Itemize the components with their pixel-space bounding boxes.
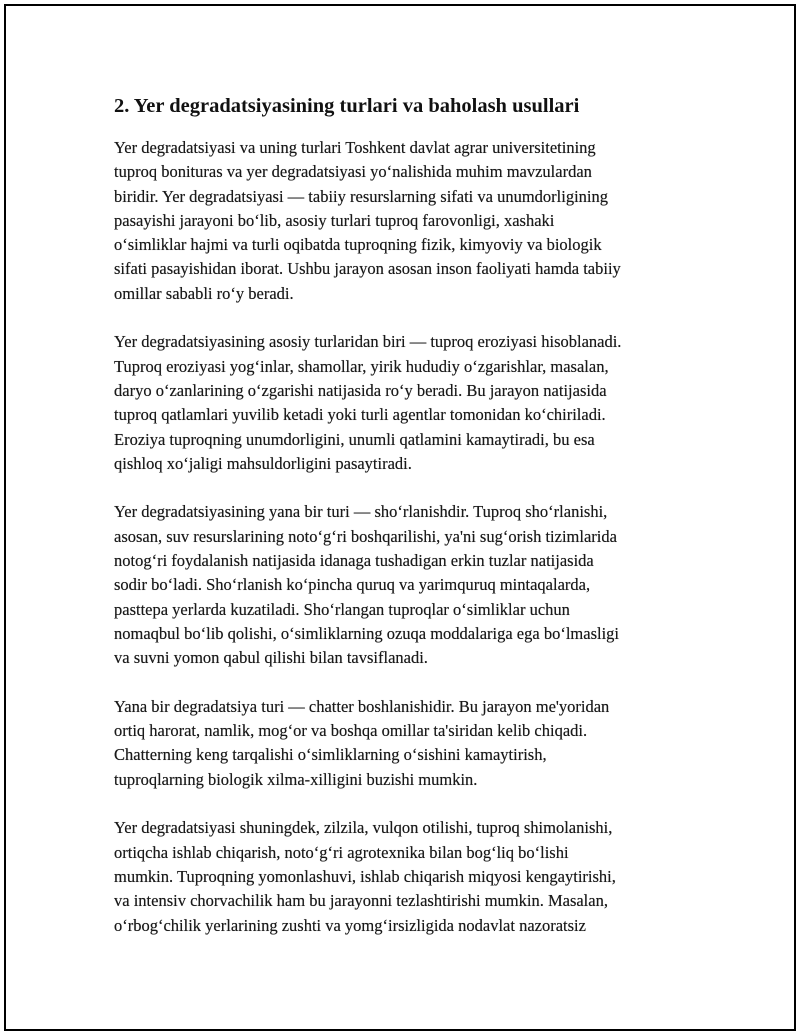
text-line: Yana bir degradatsiya turi — chatter boshlanishidir. Bu jarayon me'yoridan xyxy=(114,696,610,716)
text-line: pasayishi jarayoni boʻlib, asosiy turlari tuproq farovonligi, xashaki xyxy=(114,210,555,230)
text-line: notogʻri foydalanish natijasida idanaga tushadigan erkin tuzlar natijasida xyxy=(114,551,594,571)
text-line: ortiq harorat, namlik, mogʻor va boshqa omillar ta'siridan kelib chiqadi. xyxy=(114,721,588,741)
text-line: ortiqcha ishlab chiqarish, notoʻgʻri agrotexnika bilan bogʻliq boʻlishi xyxy=(114,842,569,862)
text-line: mumkin. Tuproqning yomonlashuvi, ishlab chiqarish miqyosi kengaytirishi, xyxy=(114,866,616,886)
text-line: sifati pasayishidan iborat. Ushbu jarayon asosan inson faoliyati hamda tabiiy xyxy=(114,259,621,279)
text-line: Tuproq eroziyasi yogʻinlar, shamollar, yirik hududiy oʻzgarishlar, masalan, xyxy=(114,356,609,376)
text-line: va suvni yomon qabul qilishi bilan tavsiflanadi. xyxy=(114,648,428,668)
text-line: Yer degradatsiyasining asosiy turlaridan biri — tuproq eroziyasi hisoblanadi. xyxy=(114,332,622,352)
text-line: va intensiv chorvachilik ham bu jarayonni tezlashtirishi mumkin. Masalan, xyxy=(114,891,608,911)
paragraph-5 xyxy=(114,816,674,937)
text-line: tuproq bonituras va yer degradatsiyasi yoʻnalishida muhim mavzulardan xyxy=(114,162,592,182)
text-line: Eroziya tuproqning unumdorligini, unumli qatlamini kamaytiradi, bu esa xyxy=(114,429,595,449)
text-line: tuproqlarning biologik xilma-xilligini buzishi mumkin. xyxy=(114,769,478,789)
text-line: tuproq qatlamlari yuvilib ketadi yoki turli agentlar tomonidan koʻchiriladi. xyxy=(114,405,606,425)
paragraph-3 xyxy=(114,500,674,670)
text-line: Yer degradatsiyasi va uning turlari Toshkent davlat agrar universitetining xyxy=(114,138,596,157)
text-line: asosan, suv resurslarining notoʻgʻri boshqarilishi, ya'ni sugʻorish tizimlarida xyxy=(114,526,617,546)
paragraph-1 xyxy=(114,136,674,306)
text-line: Chatterning keng tarqalishi oʻsimliklarning oʻsishini kamaytirish, xyxy=(114,745,547,765)
document-body xyxy=(114,92,674,962)
text-line: qishloq xoʻjaligi mahsuldorligini pasaytiradi. xyxy=(114,453,412,473)
text-line: omillar sababli roʻy beradi. xyxy=(114,283,294,303)
section-title: 2. Yer degradatsiyasining turlari va baholash usullari xyxy=(114,95,580,117)
paragraph-2 xyxy=(114,330,674,476)
paragraph-4 xyxy=(114,695,674,792)
text-line: biridir. Yer degradatsiyasi — tabiiy resurslarning sifati va unumdorligining xyxy=(114,186,609,206)
text-line: oʻrbogʻchilik yerlarining zushti va yomgʻirsizligida nodavlat nazoratsiz xyxy=(114,915,586,935)
text-line: pasttepa yerlarda kuzatiladi. Shoʻrlangan tuproqlar oʻsimliklar uchun xyxy=(114,599,570,619)
text-line: Yer degradatsiyasining yana bir turi — shoʻrlanishdir. Tuproq shoʻrlanishi, xyxy=(114,502,608,522)
text-line: Yer degradatsiyasi shuningdek, zilzila, vulqon otilishi, tuproq shimolanishi, xyxy=(114,818,613,838)
text-line: oʻsimliklar hajmi va turli oqibatda tuproqning fizik, kimyoviy va biologik xyxy=(114,235,602,255)
text-line: sodir boʻladi. Shoʻrlanish koʻpincha quruq va yarimquruq mintaqalarda, xyxy=(114,575,591,595)
text-line: nomaqbul boʻlib qolishi, oʻsimliklarning ozuqa moddalariga ega boʻlmasligi xyxy=(114,623,619,643)
text-line: daryo oʻzanlarining oʻzgarishi natijasida roʻy beradi. Bu jarayon natijasida xyxy=(114,380,607,400)
